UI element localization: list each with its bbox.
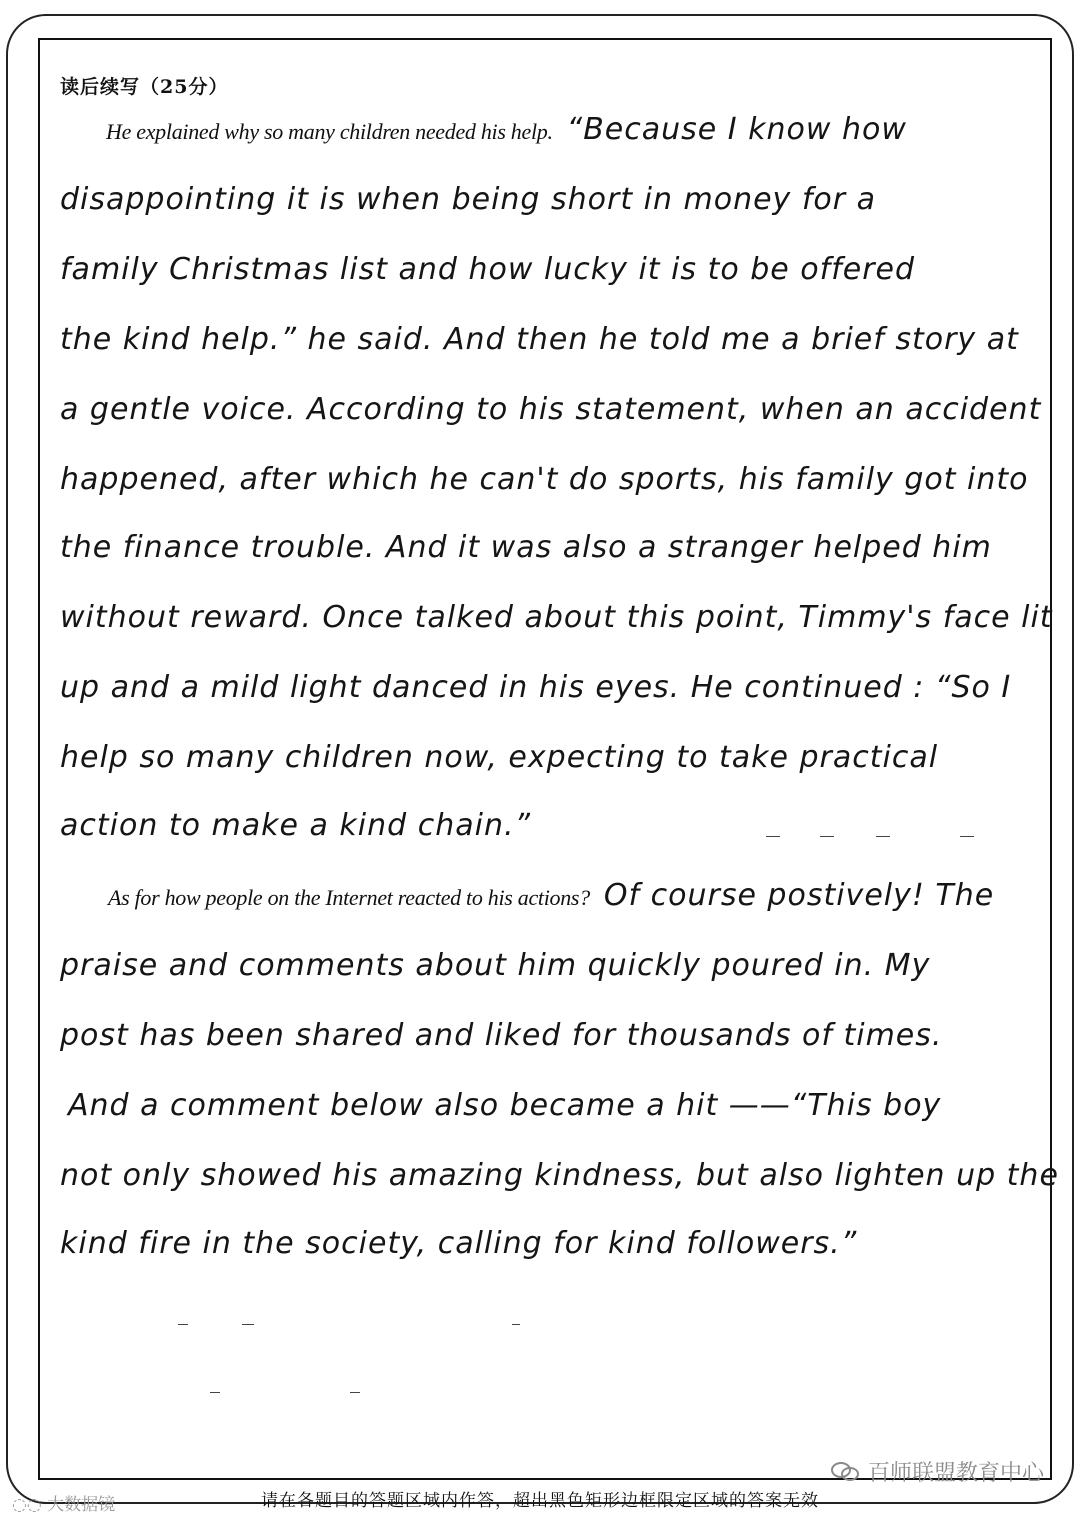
paragraph2-line-1 bbox=[108, 878, 994, 913]
paragraph2-line-2: praise and comments about him quickly poured in. My bbox=[60, 948, 931, 983]
ruled-dash bbox=[178, 1324, 188, 1325]
ruled-dash bbox=[210, 1392, 220, 1393]
paragraph1-prompt: He explained why so many children needed his help. bbox=[106, 119, 553, 144]
paragraph1-line-5: a gentle voice. According to his statement, when an accident bbox=[60, 392, 1042, 427]
ruled-dash bbox=[766, 836, 780, 837]
paragraph1-line-7: the finance trouble. And it was also a stranger helped him bbox=[60, 530, 992, 565]
paragraph1-line-11: action to make a kind chain.” bbox=[60, 808, 532, 843]
paragraph1-line-2: disappointing it is when being short in money for a bbox=[60, 182, 877, 217]
paragraph2-prompt: As for how people on the Internet reacted to his actions? bbox=[108, 885, 590, 910]
ruled-dash bbox=[960, 836, 974, 837]
paragraph1-line-10: help so many children now, expecting to take practical bbox=[60, 740, 939, 775]
paragraph1-line-9: up and a mild light danced in his eyes. He continued : “So I bbox=[60, 670, 1012, 705]
watermark-text: 百师联盟教育中心 bbox=[867, 1461, 1044, 1486]
paragraph1-line-4: the kind help.” he said. And then he told me a brief story at bbox=[60, 322, 1019, 357]
sheet-outer-top-edge bbox=[44, 14, 1036, 16]
source-watermark-right bbox=[830, 1456, 1044, 1487]
paragraph1-line-3: family Christmas list and how lucky it is to be offered bbox=[60, 252, 916, 287]
ruled-dash bbox=[876, 836, 890, 837]
ruled-dash bbox=[820, 836, 834, 837]
paragraph2-line-4: And a comment below also became a hit ——“This boy bbox=[68, 1088, 942, 1123]
paragraph2-line-6: kind fire in the society, calling for kind followers.” bbox=[60, 1226, 858, 1261]
ruled-dash bbox=[512, 1324, 520, 1325]
source-watermark-left: ◌◌ 大数据镜 bbox=[12, 1495, 116, 1515]
paragraph2-line-3: post has been shared and liked for thousands of times. bbox=[60, 1018, 943, 1053]
paragraph2-line-5: not only showed his amazing kindness, but also lighten up the bbox=[60, 1158, 1059, 1193]
ruled-dash bbox=[350, 1392, 360, 1393]
paragraph1-line-8: without reward. Once talked about this point, Timmy's face lit bbox=[60, 600, 1053, 635]
handwritten-text: “Because I know how bbox=[566, 112, 907, 147]
section-heading: 读后续写（25分） bbox=[60, 76, 229, 98]
chat-bubble-icon bbox=[830, 1461, 860, 1483]
ruled-dash bbox=[242, 1324, 254, 1325]
watermark-logo-icon: ◌◌ bbox=[12, 1495, 48, 1515]
paragraph1-line-1 bbox=[106, 112, 907, 147]
paragraph1-line-6: happened, after which he can't do sports, his family got into bbox=[60, 462, 1029, 497]
handwritten-text: Of course postively! The bbox=[603, 878, 995, 913]
answer-area-footer-note: 请在各题目的答题区域内作答，超出黑色矩形边框限定区域的答案无效 bbox=[261, 1491, 819, 1511]
